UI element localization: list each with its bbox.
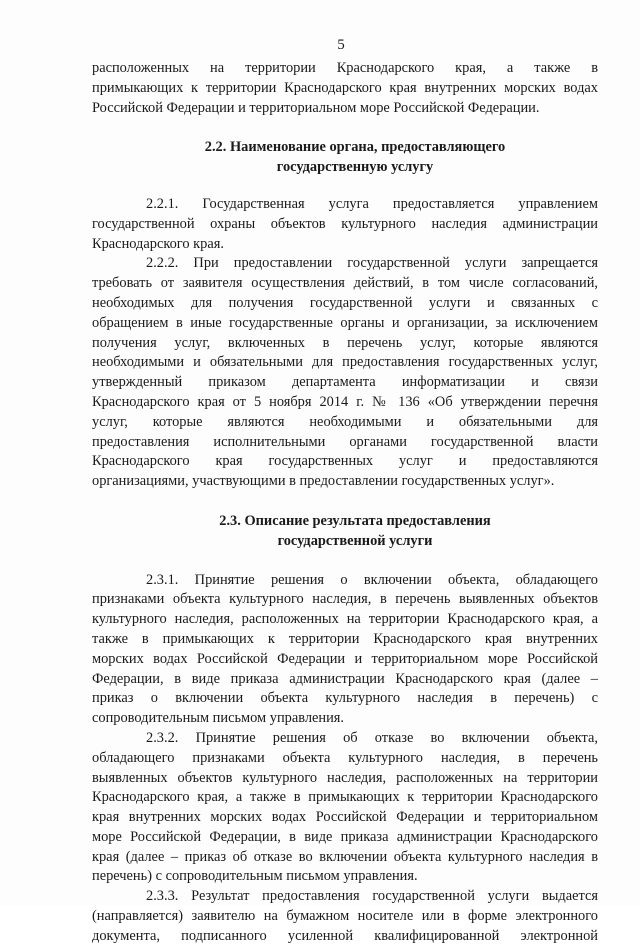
text-line: документа, подписанного усиленной квалифицированной электронной	[92, 927, 598, 944]
text-line: сопроводительным письмом управления.	[92, 710, 345, 727]
paragraph-2-2-1	[92, 195, 598, 254]
text-line: примыкающих к территории Краснодарского края внутренних морских водах	[92, 79, 598, 96]
heading-line: государственной услуги	[277, 532, 433, 549]
section-2-2-heading	[112, 138, 598, 178]
heading-line: государственную услугу	[276, 159, 434, 176]
paragraph-2-3-3	[92, 887, 598, 946]
text-line: 2.2.2. При предоставлении государственной услуги запрещается	[146, 255, 598, 272]
text-line: края внутренних морских водах Российской Федерации и территориальном	[92, 809, 598, 826]
paragraph-2-2-2	[92, 254, 598, 492]
paragraph-2-3-1	[92, 571, 598, 729]
text-line: приказ о включении объекта культурного наследия в перечень) с	[92, 690, 598, 707]
document-body	[92, 59, 598, 947]
text-line: 2.3.2. Принятие решения об отказе во включении объекта,	[146, 729, 598, 746]
text-line: государственной охраны объектов культурного наследия администрации	[92, 215, 598, 232]
text-line: Краснодарского края.	[92, 235, 224, 252]
text-line: море Российской Федерации, в виде приказа администрации Краснодарского	[92, 828, 598, 845]
heading-line: 2.2. Наименование органа, предоставляющего	[204, 139, 506, 156]
text-line: морских водах Российской Федерации и территориальном море Российской	[92, 650, 598, 667]
text-line: утвержденный приказом департамента информатизации и связи	[92, 374, 598, 391]
text-line: требовать от заявителя осуществления действий, в том числе согласований,	[92, 275, 598, 292]
text-line: необходимых для получения государственной услуги и связанных с	[92, 294, 598, 311]
text-line: расположенных на территории Краснодарского края, а также в	[92, 60, 598, 76]
text-line: Российской Федерации и территориальном море Российской Федерации.	[92, 99, 540, 116]
text-line: также в примыкающих к территории Краснодарского края внутренних	[92, 630, 598, 647]
text-line: перечень) с сопроводительным письмом управления.	[92, 868, 418, 885]
text-line: обращением в иные государственные органы и организации, за исключением	[92, 314, 598, 331]
text-line: Федерации, в виде приказа администрации Краснодарского края (далее –	[92, 670, 598, 687]
text-line: услуг, которые являются необходимыми и обязательными для	[92, 413, 598, 430]
text-line: предоставления исполнительными органами государственной власти	[92, 433, 598, 450]
text-line: края (далее – приказ об отказе во включении объекта культурного наследия в	[92, 848, 598, 865]
text-line: 2.3.3. Результат предоставления государственной услуги выдается	[146, 888, 598, 905]
text-line: Краснодарского края государственных услуг и предоставляются	[92, 453, 598, 470]
text-line: культурного наследия, расположенных на территории Краснодарского края, а	[92, 611, 598, 628]
text-line: (направляется) заявителю на бумажном носителе или в форме электронного	[92, 908, 598, 925]
intro-paragraph	[92, 59, 598, 118]
text-line: Краснодарского края, а также в примыкающих к территории Краснодарского	[92, 789, 598, 806]
text-line: выявленных объектов культурного наследия, расположенных на территории	[92, 769, 598, 786]
text-line: 2.3.1. Принятие решения о включении объекта, обладающего	[146, 571, 598, 588]
text-line: 2.2.1. Государственная услуга предоставляется управлением	[146, 195, 598, 212]
text-line: организациями, участвующими в предоставлении государственных услуг».	[92, 473, 555, 490]
text-line: Краснодарского края от 5 ноября 2014 г. № 136 «Об утверждении перечня	[92, 393, 598, 410]
page-number: 5	[337, 37, 345, 53]
section-2-3-heading	[112, 512, 598, 552]
text-line: обладающего признаками объекта культурного наследия, в перечень	[92, 749, 598, 766]
text-line: признаками объекта культурного наследия, в перечень выявленных объектов	[92, 591, 598, 608]
text-line: получения услуг, включенных в перечень услуг, которые являются	[92, 334, 598, 351]
heading-line: 2.3. Описание результата предоставления	[219, 512, 491, 529]
paragraph-2-3-2	[92, 729, 598, 887]
text-line: необходимыми и обязательными для предоставления государственных услуг,	[92, 354, 598, 371]
